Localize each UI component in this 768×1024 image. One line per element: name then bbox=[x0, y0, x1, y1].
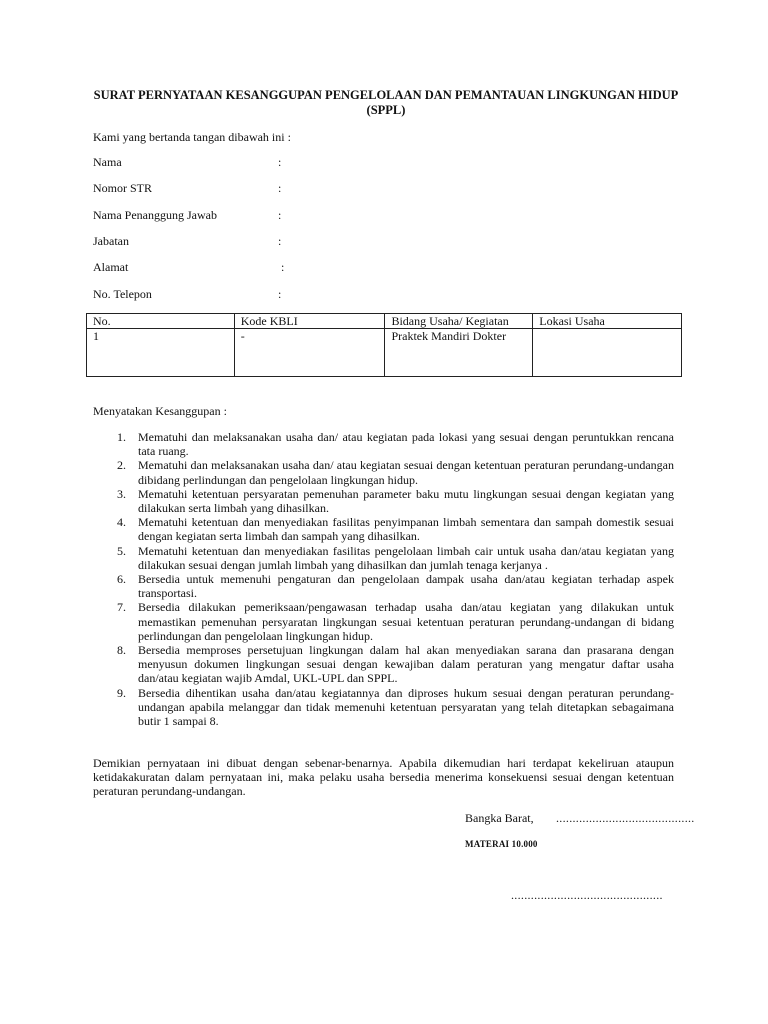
intro-text: Kami yang bertanda tangan dibawah ini : bbox=[93, 130, 291, 144]
table-cell: 1 bbox=[87, 329, 235, 377]
field-label: Nomor STR bbox=[93, 181, 153, 195]
item-number: 4. bbox=[117, 515, 126, 530]
item-text: Mematuhi ketentuan dan menyediakan fasilitas penyimpanan limbah sementara dan sampah domestik sesuai dengan kegiatan serta limbah dan sampah yang dihasilkan. bbox=[138, 515, 674, 544]
field-label: Alamat bbox=[93, 260, 129, 274]
table-header: Bidang Usaha/ Kegiatan bbox=[385, 314, 533, 329]
title-line-1: SURAT PERNYATAAN KESANGGUPAN PENGELOLAAN DAN PEMANTAUAN LINGKUNGAN HIDUP bbox=[93, 88, 679, 102]
list-item bbox=[93, 600, 674, 643]
item-number: 2. bbox=[117, 458, 126, 473]
declaration-heading: Menyatakan Kesanggupan : bbox=[93, 404, 227, 418]
item-text: Bersedia untuk memenuhi pengaturan dan pengelolaan dampak usaha dan/atau kegiatan terhadap aspek transportasi. bbox=[138, 572, 674, 601]
table-cell: - bbox=[234, 329, 385, 377]
item-number: 8. bbox=[117, 643, 126, 658]
field-colon: : bbox=[278, 287, 282, 301]
table-header: Lokasi Usaha bbox=[533, 314, 682, 329]
list-item bbox=[93, 572, 674, 600]
business-table bbox=[86, 313, 682, 377]
list-item bbox=[93, 643, 674, 686]
field-jabatan bbox=[93, 234, 353, 250]
item-text: Mematuhi ketentuan persyaratan pemenuhan parameter baku mutu lingkungan sesuai dengan kegiatan yang dilakukan serta limbah yang dihasilkan. bbox=[138, 486, 674, 516]
list-item bbox=[93, 430, 674, 458]
field-colon: : bbox=[278, 208, 282, 222]
commitment-list bbox=[93, 430, 674, 728]
list-item bbox=[93, 515, 674, 543]
item-text: Mematuhi dan melaksanakan usaha dan/ atau kegiatan sesuai dengan ketentuan peraturan perundang-undangan dibidang perlindungan dan pengelolaan lingkungan hidup. bbox=[138, 458, 674, 487]
signature-name-blank: .............................................. bbox=[511, 888, 663, 902]
item-number: 7. bbox=[117, 600, 126, 615]
item-number: 3. bbox=[117, 486, 126, 501]
item-text: Bersedia dihentikan usaha dan/atau kegiatannya dan diproses hukum sesuai dengan peraturan perundang-undangan apabila melanggar dan tidak memenuhi ketentuan persyaratan yang telah ditetapkan sebagaimana butir 1 sampai 8. bbox=[138, 685, 674, 729]
table-header-row bbox=[87, 314, 682, 329]
list-item bbox=[93, 487, 674, 515]
list-item bbox=[93, 686, 674, 729]
field-nama bbox=[93, 155, 353, 171]
item-text: Bersedia dilakukan pemeriksaan/pengawasan terhadap usaha dan/atau kegiatan yang dilakukan untuk memastikan pemenuhan persyaratan lingkungan sesuai ketentuan peraturan perundang-undangan di bidang perlindungan dan pengelolaan lingkungan hidup. bbox=[138, 600, 674, 643]
item-text: Bersedia memproses persetujuan lingkungan dalam hal akan menyediakan sarana dan prasarana dengan menyusun dokumen lingkungan sesuai dengan kewajiban dalam peraturan yang mengatur daftar usaha dan/atau kegiatan wajib Amdal, UKL-UPL dan SPPL. bbox=[138, 643, 674, 686]
field-alamat bbox=[93, 260, 353, 276]
table-header: Kode KBLI bbox=[234, 314, 385, 329]
list-item bbox=[93, 458, 674, 486]
field-nomor-str bbox=[93, 181, 353, 197]
list-item bbox=[93, 544, 674, 572]
table-cell bbox=[533, 329, 682, 377]
item-text: Mematuhi dan melaksanakan usaha dan/ atau kegiatan pada lokasi yang sesuai dengan peruntukkan rencana tata ruang. bbox=[138, 430, 674, 459]
field-colon: : bbox=[281, 260, 285, 274]
field-telepon bbox=[93, 287, 353, 303]
signature-place: Bangka Barat, bbox=[465, 811, 534, 825]
field-label: Nama Penanggung Jawab bbox=[93, 208, 217, 222]
item-text: Mematuhi ketentuan dan menyediakan fasilitas pengelolaan limbah cair untuk usaha dan/atau kegiatan yang dilakukan sesuai dengan jumlah limbah yang dihasilkan dan jumlah tenaga kerjanya . bbox=[138, 543, 674, 572]
field-label: No. Telepon bbox=[93, 287, 152, 301]
field-penanggung-jawab bbox=[93, 208, 353, 224]
item-number: 9. bbox=[117, 685, 126, 700]
field-label: Nama bbox=[93, 155, 122, 169]
item-number: 6. bbox=[117, 572, 126, 587]
closing-paragraph: Demikian pernyataan ini dibuat dengan sebenar-benarnya. Apabila dikemudian hari terdapat kekeliruan ataupun ketidakakuratan dalam pernyataan ini, maka pelaku usaha bersedia menerima konsekuensi sesuai dengan ketentuan peraturan perundang-undangan. bbox=[93, 756, 674, 799]
document-title bbox=[88, 88, 684, 117]
field-colon: : bbox=[278, 234, 282, 248]
title-line-2: (SPPL) bbox=[366, 102, 406, 117]
materai-label: MATERAI 10.000 bbox=[465, 839, 538, 849]
field-label: Jabatan bbox=[93, 234, 129, 248]
date-blank: .......................................... bbox=[556, 811, 695, 825]
field-colon: : bbox=[278, 181, 282, 195]
table-row bbox=[87, 329, 682, 377]
item-number: 5. bbox=[117, 543, 126, 558]
table-header: No. bbox=[87, 314, 235, 329]
table-cell: Praktek Mandiri Dokter bbox=[385, 329, 533, 377]
item-number: 1. bbox=[117, 430, 126, 444]
field-colon: : bbox=[278, 155, 282, 169]
